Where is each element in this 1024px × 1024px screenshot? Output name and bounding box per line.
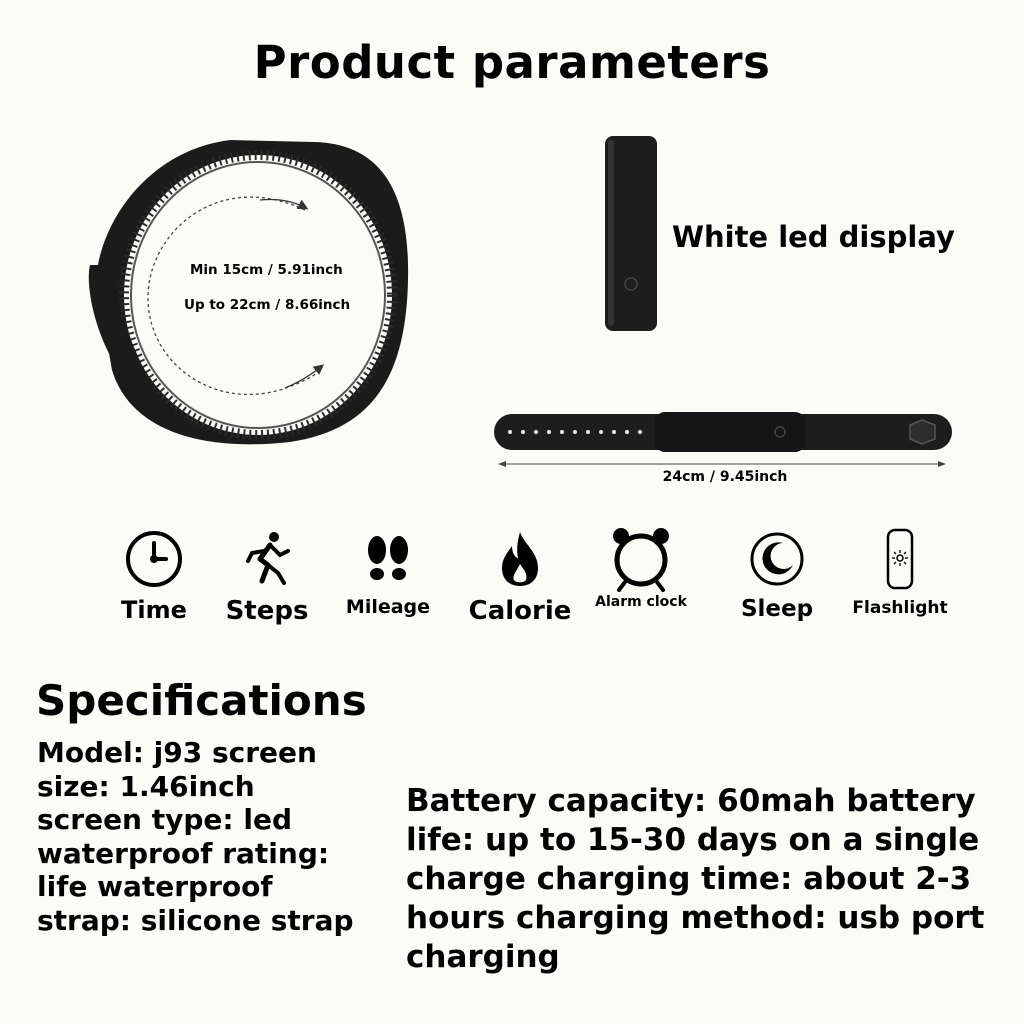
specifications-heading: Specifications [36, 676, 367, 725]
feature-label: Flashlight [852, 598, 948, 618]
feature-sleep [717, 528, 837, 622]
flame-icon [460, 528, 580, 590]
specifications-right-text: Battery capacity: 60mah battery life: up to 15-30 days on a single charge charging time: about 2-3 hours charging method: usb port charging [406, 783, 985, 975]
band-flat-image [490, 408, 960, 468]
feature-time [94, 528, 214, 624]
page-title: Product parameters [253, 36, 771, 89]
alarm-clock-icon [581, 526, 701, 592]
band-front-image [600, 134, 662, 334]
feature-label: Calorie [468, 596, 572, 626]
footprints-icon [328, 528, 448, 590]
max-size-label: Up to 22cm / 8.66inch [184, 297, 351, 313]
feature-label: Alarm clock [595, 594, 687, 610]
running-person-icon [207, 528, 327, 590]
length-label: 24cm / 9.45inch [662, 469, 788, 485]
flashlight-band-icon [840, 528, 960, 592]
feature-steps [207, 528, 327, 626]
min-size-label: Min 15cm / 5.91inch [190, 262, 343, 278]
feature-mileage [328, 528, 448, 618]
curled-band-image [80, 130, 420, 460]
display-label: White led display [672, 220, 955, 254]
clock-icon [94, 528, 214, 590]
moon-icon [717, 528, 837, 590]
feature-alarm-clock [581, 528, 701, 610]
feature-label: Time [121, 596, 187, 624]
specifications-left-text: Model: j93 screen size: 1.46inch screen type: led waterproof rating: life waterproof strap: silicone strap [37, 736, 354, 937]
feature-label: Mileage [345, 596, 431, 618]
feature-label: Steps [225, 596, 309, 626]
feature-flashlight [840, 528, 960, 618]
feature-label: Sleep [740, 596, 814, 622]
feature-calorie [460, 528, 580, 626]
